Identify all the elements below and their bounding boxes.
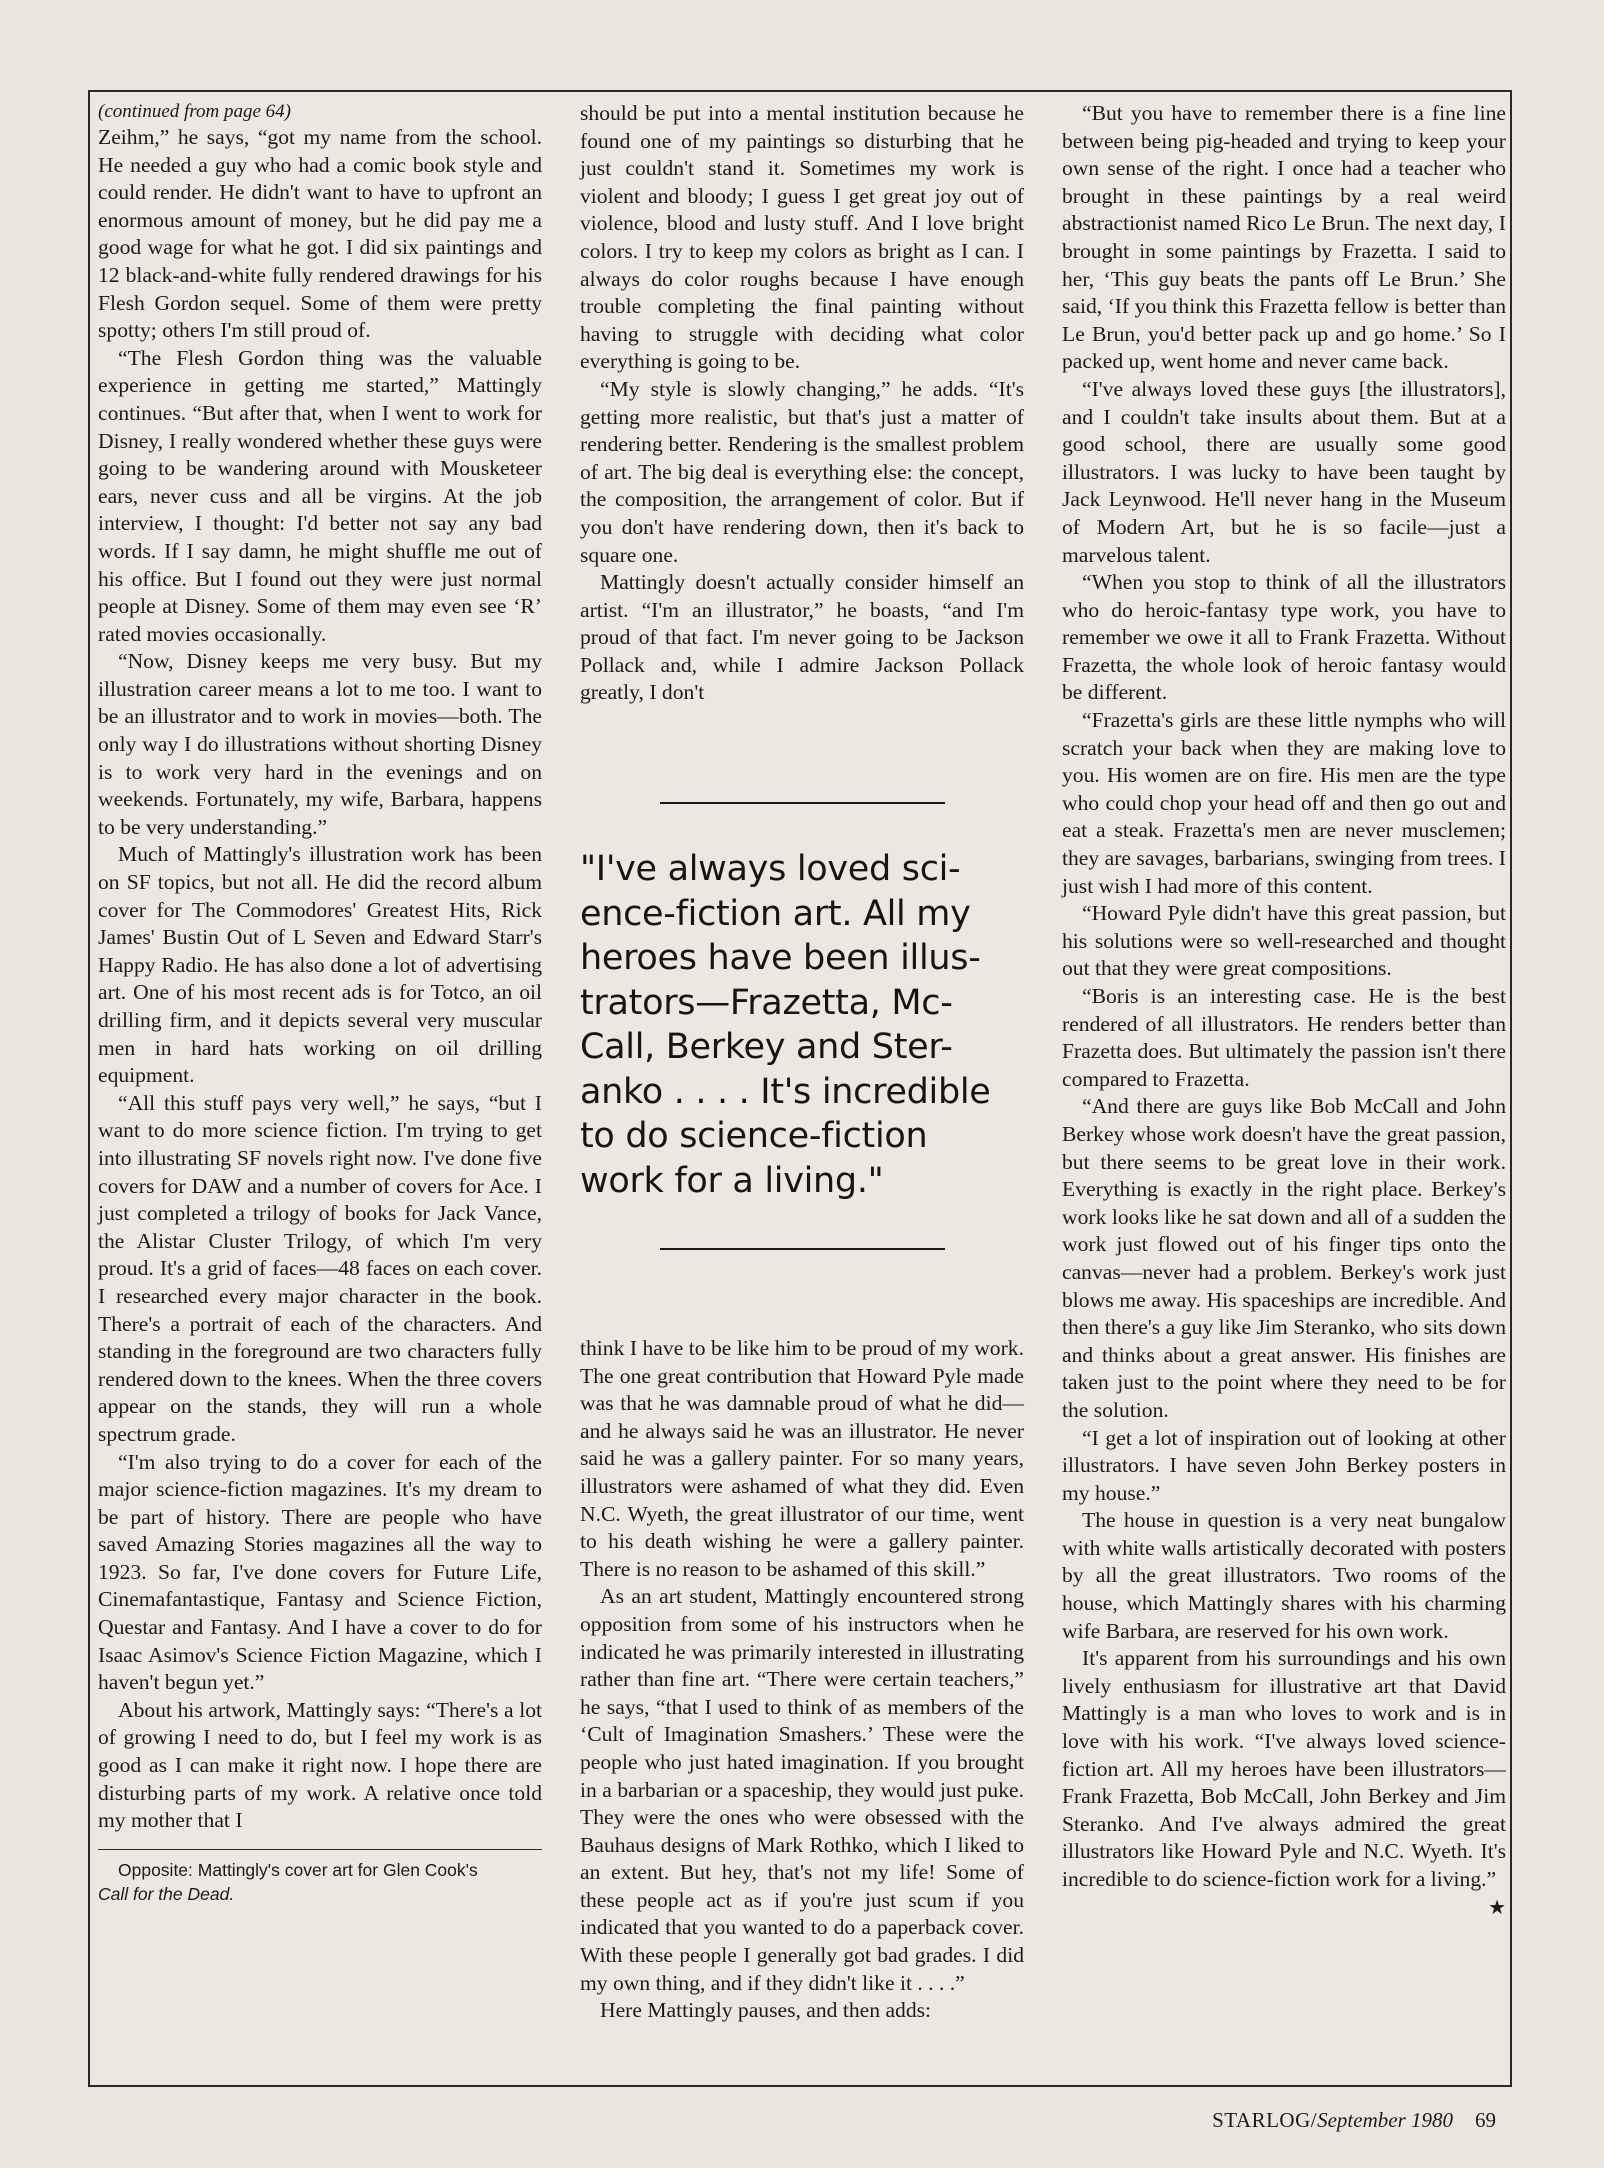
paragraph bbox=[1062, 1645, 1506, 1919]
column-3 bbox=[1062, 100, 1506, 1921]
pull-quote-line: heroes have been illus- bbox=[580, 938, 981, 978]
paragraph: “Frazetta's girls are these little nymphs who will scratch your back when they are making love to you. His women are on fire. His men are the type who could chop your head off and then go out and eat a steak. Frazetta's men are never musclemen; they are savages, barbarians, swinging from trees. I just wish I had more of this content. bbox=[1062, 708, 1506, 898]
paragraph: The house in question is a very neat bungalow with white walls artistically decorated with posters by all the great illustrators. Two rooms of the house, which Mattingly shares with his charming wife Barbara, are reserved for his own work. bbox=[1062, 1508, 1506, 1643]
paragraph: Much of Mattingly's illustration work has been on SF topics, but not all. He did the record album cover for The Commodores' Greatest Hits, Rick James' Bustin Out of L Seven and Edward Starr's Happy Radio. He has also done a lot of advertising art. One of his most recent ads is for Totco, an oil drilling firm, and it depicts several very muscular men in hard hats working on oil drilling equipment. bbox=[98, 842, 542, 1088]
paragraph: “And there are guys like Bob McCall and John Berkey whose work doesn't have the great passion, but there seems to be great love in their work. Everything is exactly in the right place. Berkey's work looks like he sat down and all of a sudden the work just flowed out of his finger tips onto the canvas—never had a problem. Berkey's work just blows me away. His spaceships are incredible. And then there's a guy like Jim Steranko, who sits down and thinks about a great answer. His finishes are taken just to the point where they need to be for the solution. bbox=[1062, 1094, 1506, 1422]
column-2-top bbox=[580, 100, 1024, 707]
paragraph: Zeihm,” he says, “got my name from the school. He needed a guy who had a comic book style and could render. He didn't want to have to upfront an enormous amount of money, but he did pay me a good wage for what he got. I did six paintings and 12 black-and-white fully rendered drawings for his Flesh Gordon sequel. Some of them were pretty spotty; others I'm still proud of. bbox=[98, 125, 542, 343]
pull-quote bbox=[580, 847, 1024, 1203]
pull-quote-line: work for a living." bbox=[580, 1160, 884, 1201]
pull-quote-line: "I've always loved sci- bbox=[580, 849, 961, 889]
paragraph: About his artwork, Mattingly says: “There's a lot of growing I need to do, but I feel my work is as good as I can make it right now. I hope there are disturbing parts of my work. A relative once told my mother that I bbox=[98, 1697, 542, 1833]
end-mark-icon: ★ bbox=[1488, 1894, 1506, 1919]
caption-block bbox=[98, 1849, 542, 1906]
paragraph: “I get a lot of inspiration out of looking at other illustrators. I have seven John Berkey posters in my house.” bbox=[1062, 1425, 1506, 1505]
page-number: 69 bbox=[1475, 2108, 1496, 2132]
paragraph: “But you have to remember there is a fine line between being pig-headed and trying to keep your own sense of the right. I once had a teacher who brought in these paintings by a real weird abstractionist named Rico Le Brun. The next day, I brought in some paintings by Frazetta. I said to her, ‘This guy beats the pants off Le Brun.’ She said, ‘If you think this Frazetta fellow is better than Le Brun, you'd better pack up and go home.’ So I packed up, went home and never came back. bbox=[1062, 101, 1506, 374]
paragraph: Mattingly doesn't actually consider himself an artist. “I'm an illustrator,” he boasts, “and I'm proud of that fact. I'm never going to be Jackson Pollack and, while I admire Jackson Pollack greatly, I don't bbox=[580, 570, 1024, 705]
paragraph: “My style is slowly changing,” he adds. “It's getting more realistic, but that's just a matter of rendering better. Rendering is the smallest problem of art. The big deal is everything else: the concept, the composition, the arrangement of color. But if you don't have rendering down, then it's back to square one. bbox=[580, 376, 1024, 567]
paragraph: “Now, Disney keeps me very busy. But my illustration career means a lot to me too. I want to be an illustrator and to work in movies—both. The only way I do illustrations without shorting Disney is to work very hard in the evenings and on weekends. Fortunately, my wife, Barbara, happens to be very understanding.” bbox=[98, 649, 542, 839]
pull-quote-line: ence-fiction art. All my bbox=[580, 893, 971, 934]
caption-text: Opposite: Mattingly's cover art for Glen Cook's bbox=[118, 1859, 478, 1880]
paragraph: “Howard Pyle didn't have this great passion, but his solutions were so well-researched and thought out that they were great compositions. bbox=[1062, 901, 1506, 981]
continued-note: (continued from page 64) bbox=[98, 101, 291, 122]
pull-quote-box bbox=[580, 802, 1024, 1327]
pull-quote-rule-top bbox=[660, 802, 945, 804]
paragraph: “When you stop to think of all the illustrators who do heroic-fantasy type work, you have to remember we owe it all to Frank Frazetta. Without Frazetta, the whole look of heroic fantasy would be different. bbox=[1062, 570, 1506, 705]
photo-caption bbox=[98, 1858, 542, 1906]
issue-date: September 1980 bbox=[1317, 2108, 1453, 2132]
page-footer bbox=[1212, 2108, 1496, 2133]
publication-name: STARLOG/ bbox=[1212, 2108, 1318, 2132]
column-1 bbox=[98, 100, 542, 1906]
paragraph: “Boris is an interesting case. He is the best rendered of all illustrators. He renders better than Frazetta does. But ultimately the passion isn't there compared to Frazetta. bbox=[1062, 984, 1506, 1091]
paragraph: “The Flesh Gordon thing was the valuable experience in getting me started,” Mattingly continues. “But after that, when I went to work for Disney, I really wondered whether these guys were going to be wandering around with Mousketeer ears, never cuss and all be virgins. At the job interview, I thought: I'd better not say any bad words. If I say damn, he might shuffle me out of his office. But I found out they were just normal people at Disney. Some of them may even see ‘R’ rated movies occasionally. bbox=[98, 345, 542, 646]
pull-quote-line: trators—Frazetta, Mc- bbox=[580, 982, 953, 1023]
pull-quote-line: anko . . . . It's incredible bbox=[580, 1071, 991, 1112]
caption-title: Call for the Dead. bbox=[98, 1883, 235, 1904]
pull-quote-line: to do science-fiction bbox=[580, 1116, 928, 1156]
article-frame bbox=[88, 90, 1512, 2087]
closing-paragraph-text: It's apparent from his surroundings and his own lively enthusiasm for illustrative art that David Mattingly is a man who loves to work and is in love with his work. “I've always loved science-fiction art. All my heroes have been illustrators—Frank Frazetta, Bob McCall, John Berkey and Jim Steranko. And I've always admired the great illustrators like Howard Pyle and N.C. Wyeth. It's incredible to do science-fiction work for a living.” bbox=[1062, 1646, 1506, 1891]
paragraph: “I've always loved these guys [the illustrators], and I couldn't take insults about them. But at a good school, there are usually some good illustrators. I was lucky to have been taught by Jack Leynwood. He'll never hang in the Museum of Modern Art, but he is so facile—just a marvelous talent. bbox=[1062, 376, 1506, 567]
paragraph: should be put into a mental institution because he found one of my paintings so disturbing that he just couldn't stand it. Sometimes my work is violent and bloody; I guess I get great joy out of violence, blood and lusty stuff. And I love bright colors. I try to keep my colors as bright as I can. I always do color roughs because I have enough trouble completing the final painting without having to struggle with deciding what color everything is going to be. bbox=[580, 101, 1024, 374]
column-2-bottom bbox=[580, 1335, 1024, 2025]
pull-quote-line: Call, Berkey and Ster- bbox=[580, 1027, 953, 1067]
pull-quote-rule-bottom bbox=[660, 1248, 945, 1250]
paragraph: think I have to be like him to be proud of my work. The one great contribution that Howard Pyle made was that he was damnable proud of what he did—and he always said he was an illustrator. He never said he was a gallery painter. For so many years, illustrators were ashamed of what they did. Even N.C. Wyeth, the great illustrator of our time, went to his death wishing he were a gallery painter. There is no reason to be ashamed of this skill.” bbox=[580, 1336, 1024, 1581]
paragraph: As an art student, Mattingly encountered strong opposition from some of his instructors when he indicated he was primarily interested in illustrating rather than fine art. “There were certain teachers,” he says, “that I used to think of as members of the ‘Cult of Imagination Smashers.’ These were the people who just hated imagination. If you brought in a barbarian or a spaceship, they would just puke. They were the ones who were obsessed with the Bauhaus designs of Mark Rothko, which I liked to an extent. But hey, that's not my life! Some of these people act as if you're just scum if you indicated that you wanted to do a paperback cover. With these people I generally got bad grades. I did my own thing, and if they didn't like it . . . .” bbox=[580, 1584, 1024, 1995]
paragraph: “All this stuff pays very well,” he says, “but I want to do more science fiction. I'm trying to get into illustrating SF novels right now. I've done five covers for DAW and a number of covers for Ace. I just completed a trilogy of books for Jack Vance, the Alistar Cluster Trilogy, of which I'm very proud. It's a grid of faces—48 faces on each cover. I researched every major character in the book. There's a portrait of each of the characters. And standing in the foreground are two characters fully rendered down to the knees. When the three covers appear on the stands, they will run a whole spectrum grade. bbox=[98, 1090, 542, 1446]
paragraph: Here Mattingly pauses, and then adds: bbox=[600, 1998, 932, 2023]
paragraph: “I'm also trying to do a cover for each of the major science-fiction magazines. It's my dream to be part of history. There are people who have saved Amazing Stories magazines all the way to 1923. So far, I've done covers for Future Life, Cinemafantastique, Fantasy and Science Fiction, Questar and Fantasy. And I have a cover to do for Isaac Asimov's Science Fiction Magazine, which I haven't begun yet.” bbox=[98, 1449, 542, 1695]
